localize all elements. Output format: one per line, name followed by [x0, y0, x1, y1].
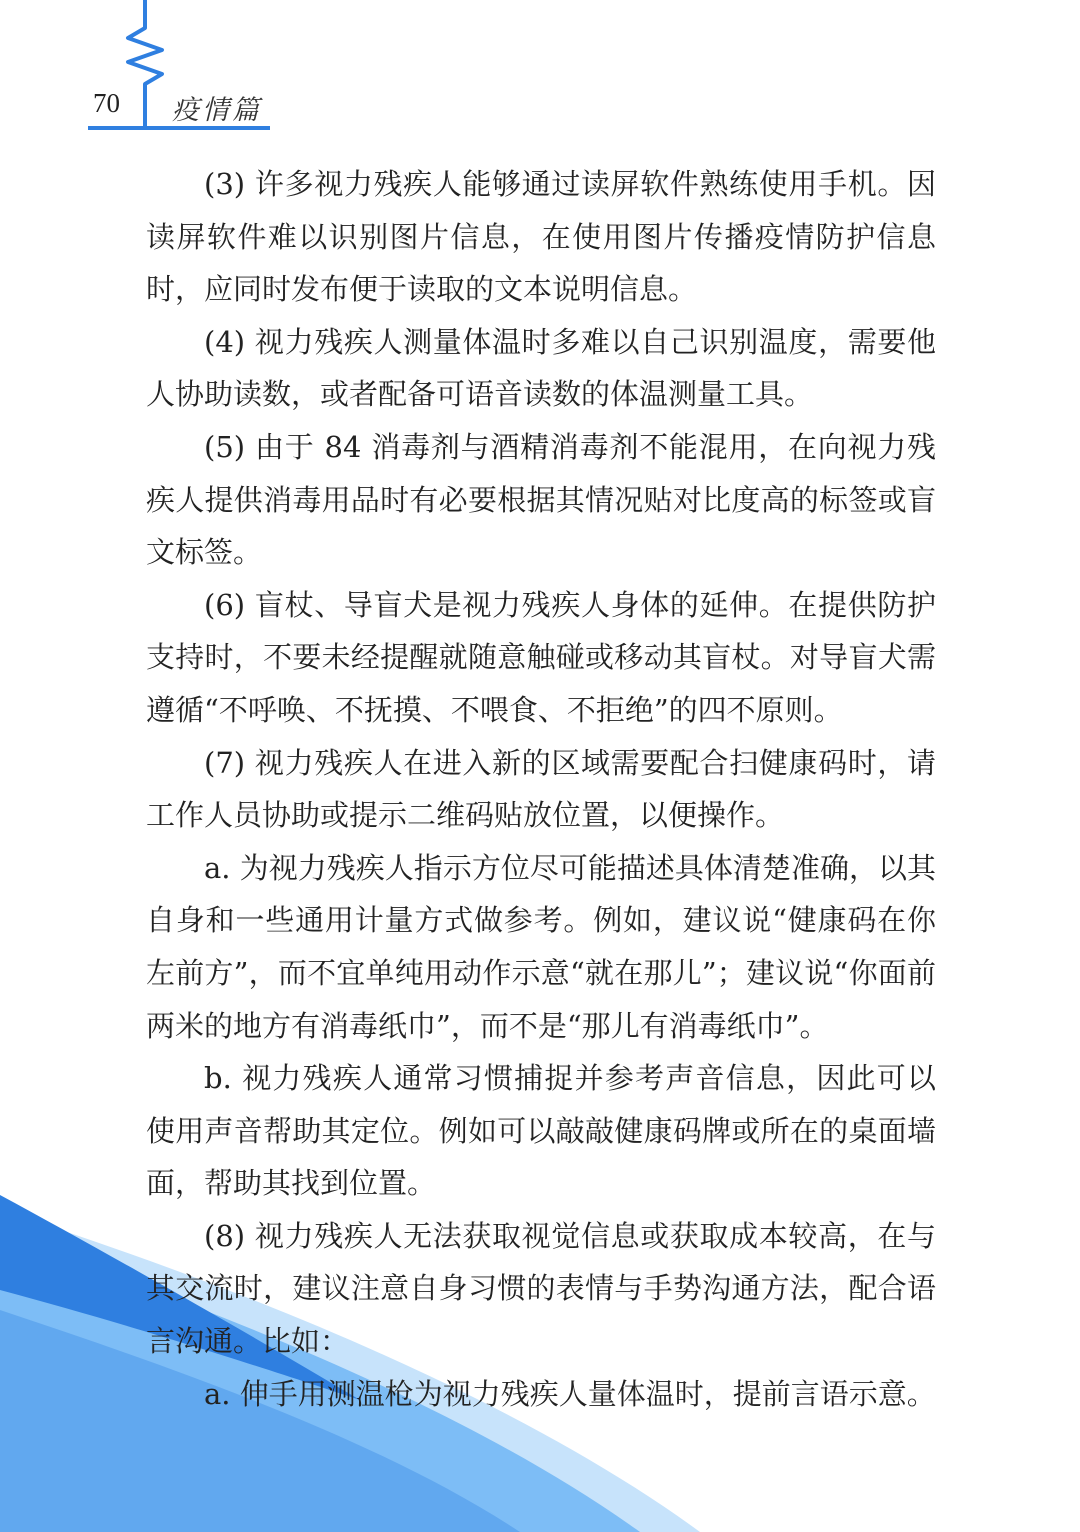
- body-text: [146, 158, 936, 1420]
- paragraph: (6) 盲杖、导盲犬是视力残疾人身体的延伸。在提供防护支持时，不要未经提醒就随意触碰或移动其盲杖。对导盲犬需遵循“不呼唤、不抚摸、不喂食、不拒绝”的四不原则。: [146, 587, 936, 727]
- page-header: [0, 0, 300, 140]
- paragraph: (4) 视力残疾人测量体温时多难以自己识别温度，需要他人协助读数，或者配备可语音读数的体温测量工具。: [146, 324, 936, 412]
- paragraph: (8) 视力残疾人无法获取视觉信息或获取成本较高，在与其交流时，建议注意自身习惯的表情与手势沟通方法，配合语言沟通。比如：: [146, 1218, 936, 1359]
- paragraph: b. 视力残疾人通常习惯捕捉并参考声音信息，因此可以使用声音帮助其定位。例如可以敲敲健康码牌或所在的桌面墙面，帮助其找到位置。: [146, 1061, 936, 1201]
- paragraph: a. 伸手用测温枪为视力残疾人量体温时，提前言语示意。: [204, 1376, 936, 1411]
- page-number: 70: [93, 88, 120, 118]
- paragraph: (5) 由于 84 消毒剂与酒精消毒剂不能混用，在向视力残疾人提供消毒用品时有必要根据其情况贴对比度高的标签或盲文标签。: [146, 429, 936, 570]
- paragraph: (7) 视力残疾人在进入新的区域需要配合扫健康码时，请工作人员协助或提示二维码贴放位置，以便操作。: [146, 745, 936, 833]
- paragraph: a. 为视力残疾人指示方位尽可能描述具体清楚准确，以其自身和一些通用计量方式做参考。例如，建议说“健康码在你左前方”，而不宜单纯用动作示意“就在那儿”；建议说“你面前两米的地方有消毒纸巾”，而不是“那儿有消毒纸巾”。: [146, 850, 936, 1043]
- chapter-title: 疫情篇: [172, 95, 262, 126]
- paragraph: (3) 许多视力残疾人能够通过读屏软件熟练使用手机。因读屏软件难以识别图片信息，在使用图片传播疫情防护信息时，应同时发布便于读取的文本说明信息。: [146, 167, 936, 307]
